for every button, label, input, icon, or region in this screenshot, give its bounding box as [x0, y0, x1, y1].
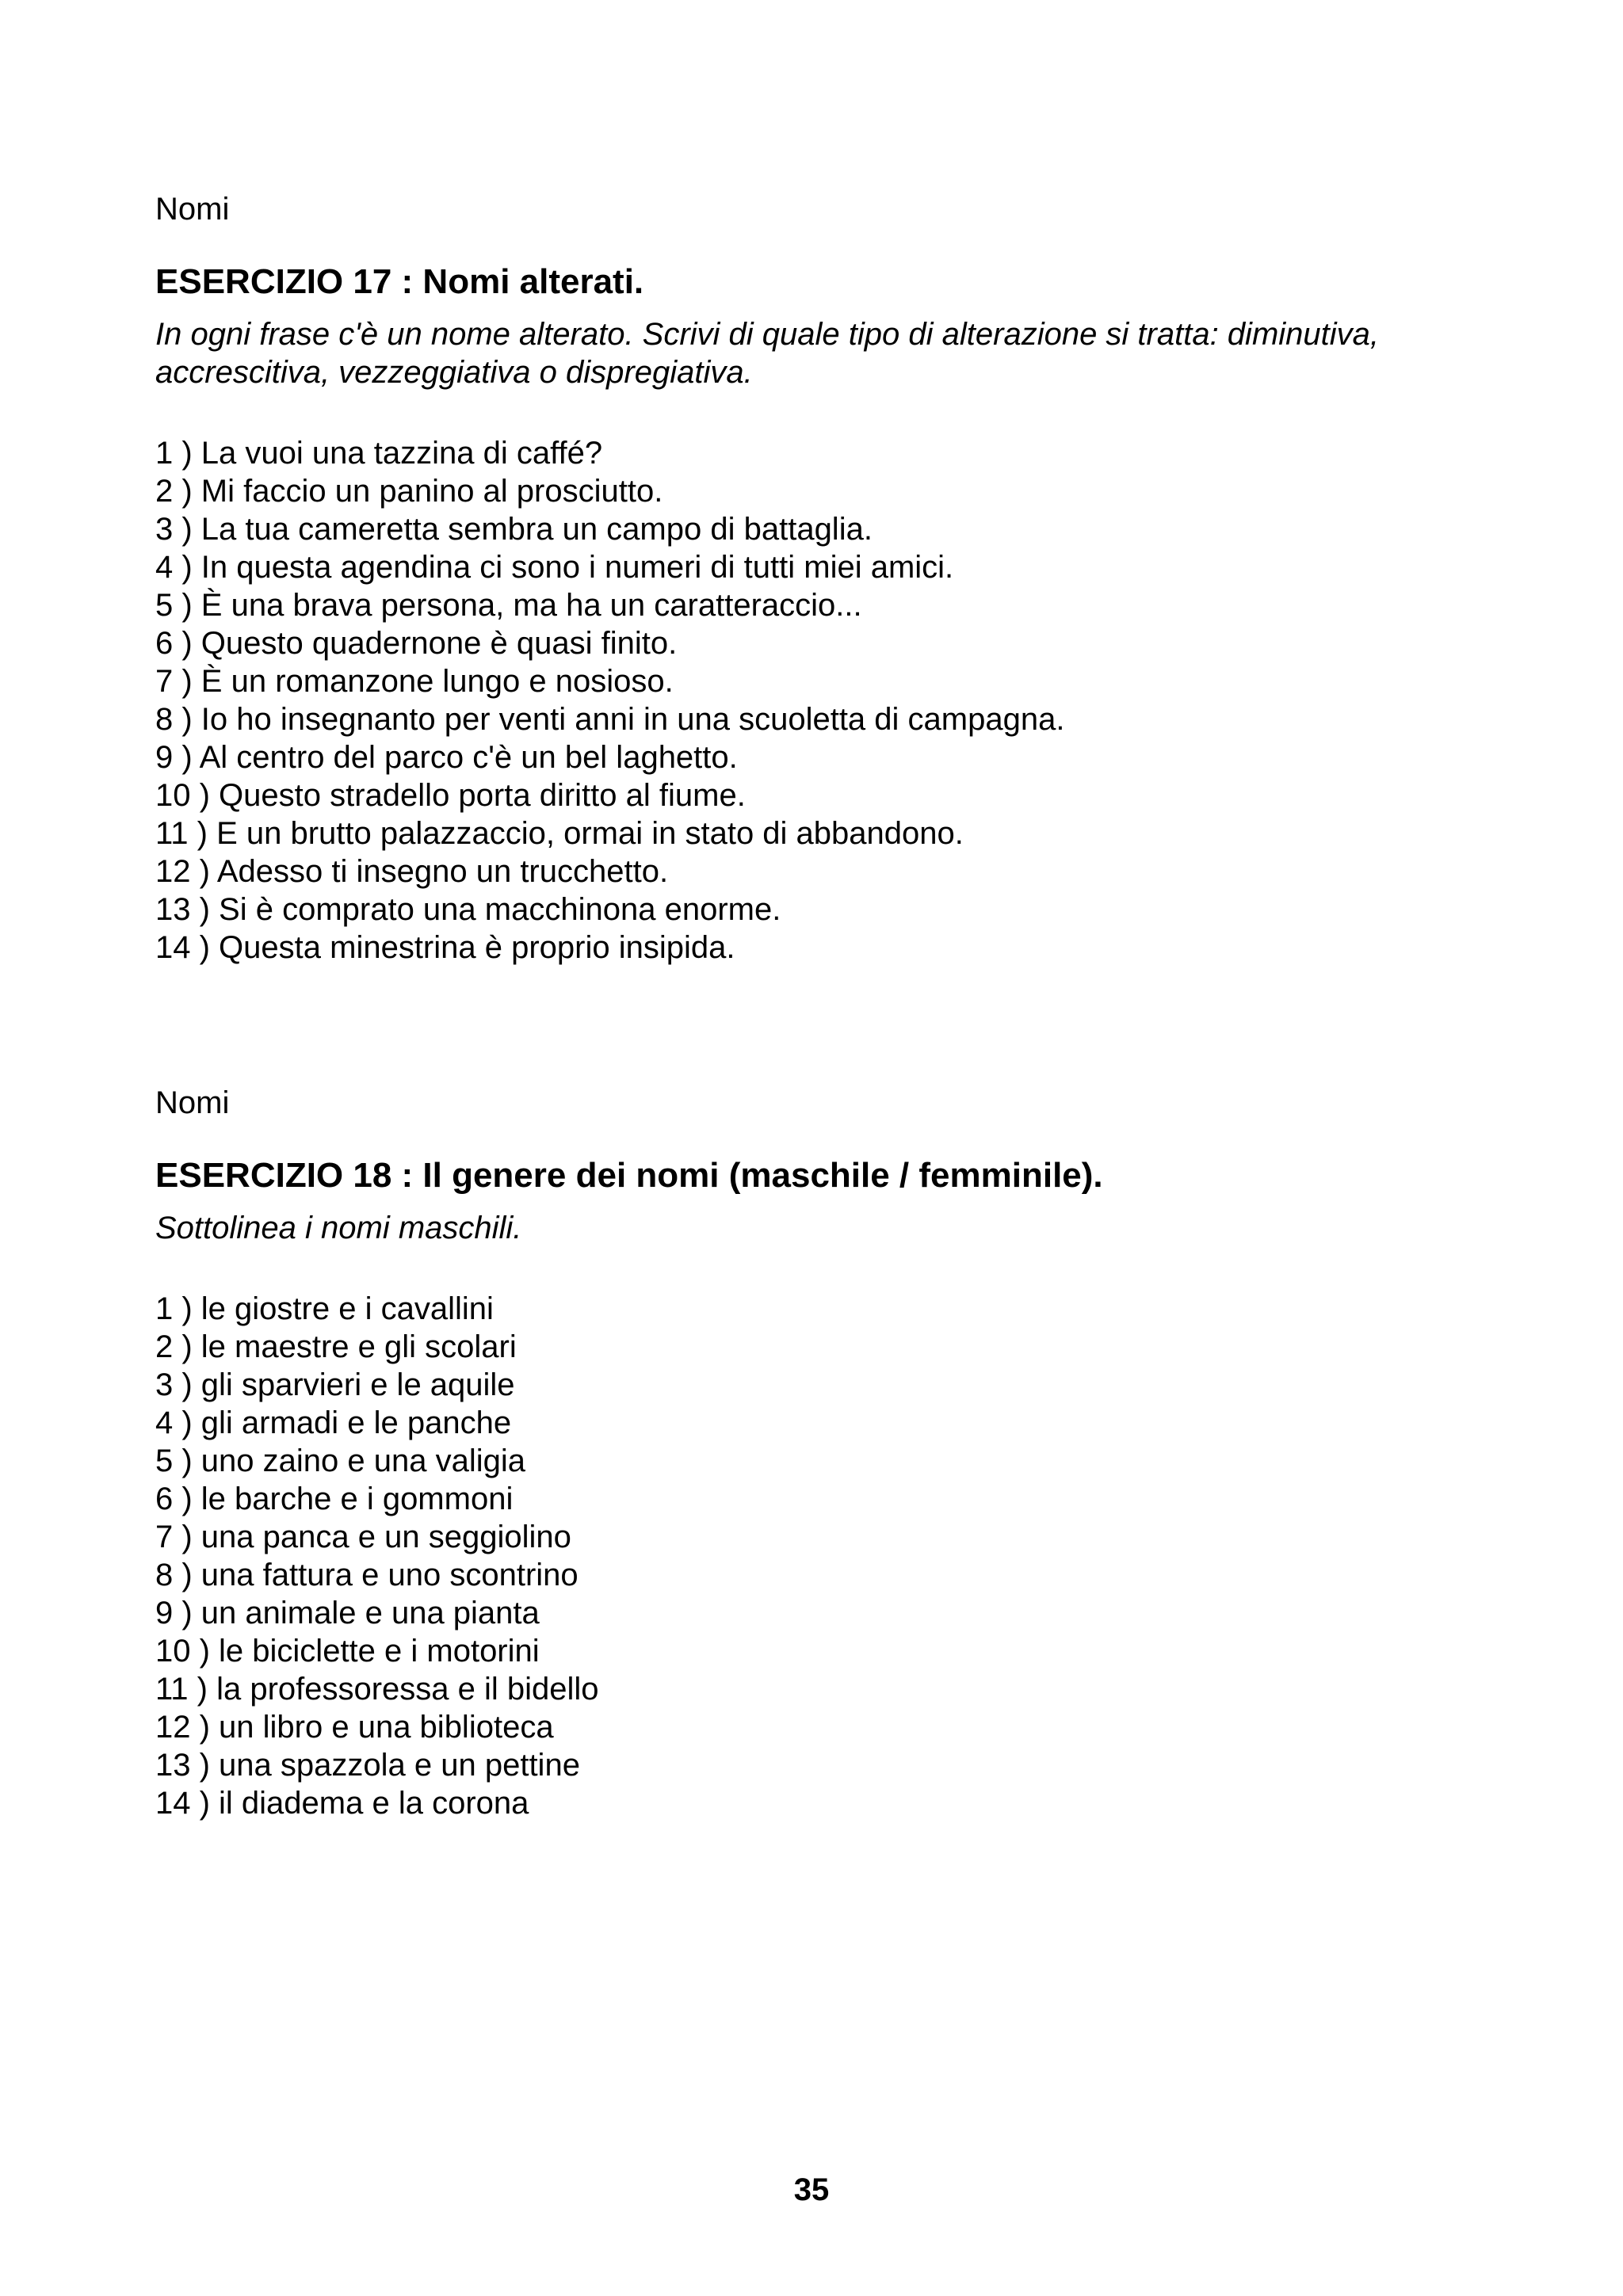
list-item: 5 ) È una brava persona, ma ha un caratteraccio... — [155, 588, 862, 623]
list-item: 11 ) la professoressa e il bidello — [155, 1672, 599, 1707]
list-item: 4 ) gli armadi e le panche — [155, 1405, 512, 1440]
list-item: 2 ) Mi faccio un panino al prosciutto. — [155, 474, 663, 509]
list-item: 10 ) Questo stradello porta diritto al fiume. — [155, 778, 746, 813]
list-item: 3 ) La tua cameretta sembra un campo di battaglia. — [155, 512, 873, 547]
exercise-18-instruction: Sottolinea i nomi maschili. — [155, 1211, 522, 1245]
exercise-17-section — [155, 190, 1503, 967]
list-item: 6 ) Questo quadernone è quasi finito. — [155, 626, 678, 661]
section-label: Nomi — [155, 1085, 230, 1120]
list-item: 8 ) una fattura e uno scontrino — [155, 1558, 579, 1592]
list-item: 9 ) Al centro del parco c'è un bel laghetto. — [155, 740, 738, 775]
list-item: 6 ) le barche e i gommoni — [155, 1482, 514, 1516]
exercise-17-instruction: In ogni frase c'è un nome alterato. Scrivi di quale tipo di alterazione si tratta: diminutiva, accrescitiva, vezzeggiativa o dispregiativa. — [155, 317, 1380, 390]
list-item: 1 ) le giostre e i cavallini — [155, 1291, 494, 1326]
list-item: 14 ) Questa minestrina è proprio insipida. — [155, 930, 735, 965]
list-item: 7 ) una panca e un seggiolino — [155, 1520, 571, 1554]
exercise-18-title: ESERCIZIO 18 : Il genere dei nomi (maschile / femminile). — [155, 1156, 1103, 1195]
list-item: 13 ) una spazzola e un pettine — [155, 1748, 580, 1783]
exercise-17-title: ESERCIZIO 17 : Nomi alterati. — [155, 262, 644, 301]
exercise-18-section — [155, 1084, 1503, 1822]
list-item: 8 ) Io ho insegnanto per venti anni in una scuoletta di campagna. — [155, 702, 1065, 737]
list-item: 10 ) le biciclette e i motorini — [155, 1634, 540, 1669]
page-number: 35 — [793, 2172, 830, 2207]
exercise-18-items — [155, 1290, 1503, 1822]
list-item: 12 ) Adesso ti insegno un trucchetto. — [155, 854, 669, 889]
list-item: 4 ) In questa agendina ci sono i numeri di tutti miei amici. — [155, 550, 954, 585]
list-item: 5 ) uno zaino e una valigia — [155, 1444, 525, 1478]
list-item: 12 ) un libro e una biblioteca — [155, 1710, 554, 1745]
exercise-17-items — [155, 434, 1503, 967]
list-item: 7 ) È un romanzone lungo e nosioso. — [155, 664, 674, 699]
list-item: 1 ) La vuoi una tazzina di caffé? — [155, 436, 603, 471]
list-item: 13 ) Si è comprato una macchinona enorme. — [155, 892, 781, 927]
list-item: 9 ) un animale e una pianta — [155, 1596, 540, 1630]
list-item: 14 ) il diadema e la corona — [155, 1786, 529, 1821]
list-item: 3 ) gli sparvieri e le aquile — [155, 1367, 515, 1402]
list-item: 11 ) E un brutto palazzaccio, ormai in stato di abbandono. — [155, 816, 964, 851]
list-item: 2 ) le maestre e gli scolari — [155, 1329, 517, 1364]
section-label: Nomi — [155, 192, 230, 227]
